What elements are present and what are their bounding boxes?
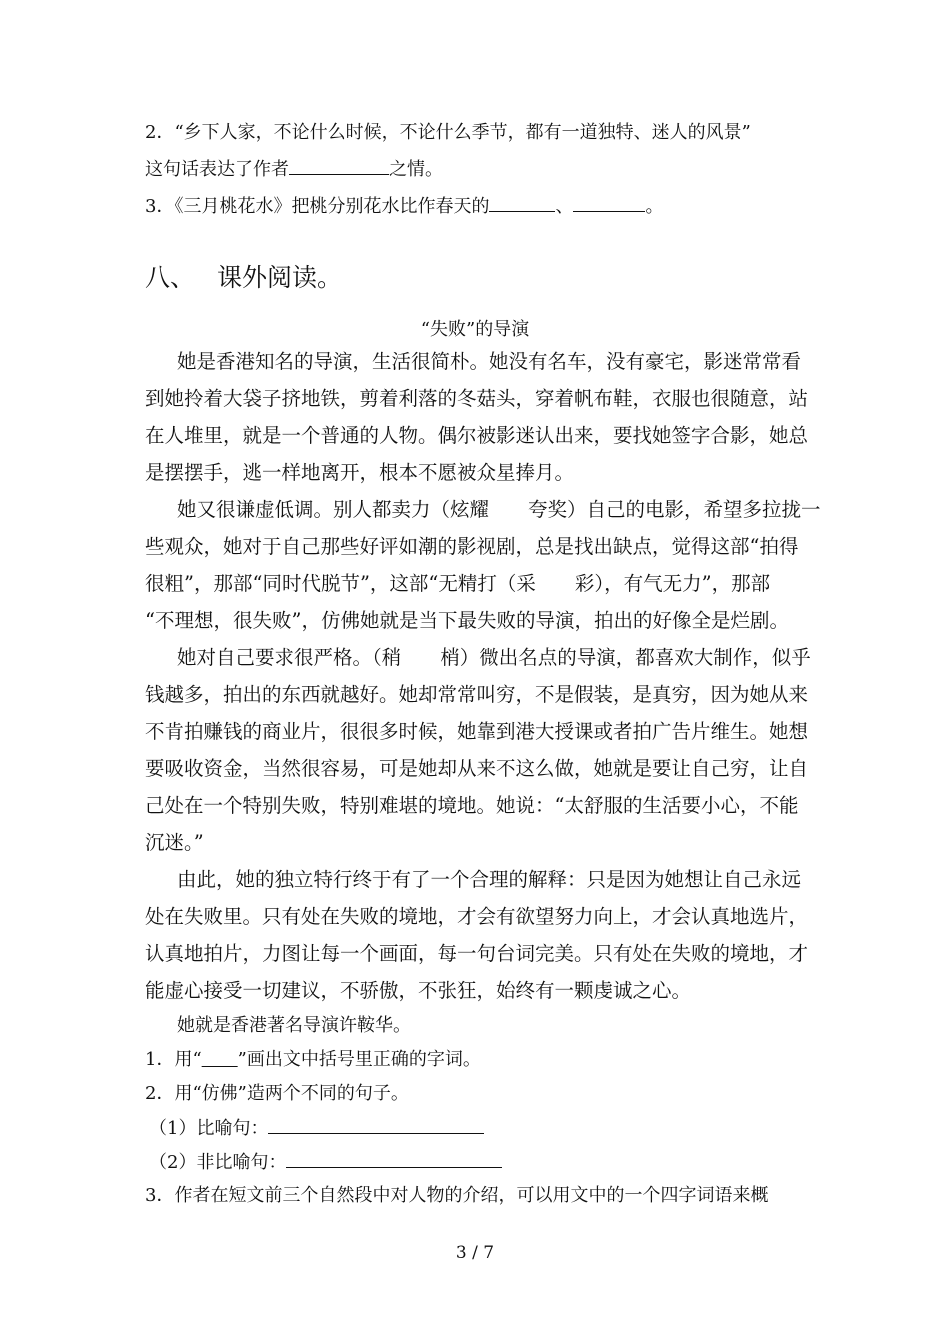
- passage-line: 不肯拍赚钱的商业片，很很多时候，她靠到港大授课或者拍广告片维生。她想: [145, 720, 809, 743]
- passage-line: 在人堆里，就是一个普通的人物。偶尔被影迷认出来，要找她签字合影，她总: [145, 424, 809, 447]
- page-number: 3 / 7: [455, 1243, 495, 1263]
- passage-line: 她又很谦虚低调。别人都卖力（炫耀 夸奖）自己的电影，希望多拉拢一: [177, 498, 821, 521]
- passage-line: 认真地拍片，力图让每一个画面，每一句台词完美。只有处在失败的境地，才: [145, 942, 809, 965]
- question-2-text: 这句话表达了作者: [145, 159, 289, 180]
- answer-blank[interactable]: [286, 1151, 502, 1168]
- passage-line: “不理想，很失败”，仿佛她就是当下最失败的导演，拍出的好像全是烂剧。: [145, 609, 789, 632]
- passage-line: 些观众，她对于自己那些好评如潮的影视剧，总是找出缺点，觉得这部“拍得: [145, 535, 799, 558]
- question-2-line-1: 2．“乡下人家，不论什么时候，不论什么季节，都有一道独特、迷人的风景”: [145, 122, 751, 143]
- passage-line: 钱越多，拍出的东西就越好。她却常常叫穷，不是假装，是真穷，因为她从来: [145, 683, 809, 706]
- question-3-text: 3．《三月桃花水》把桃分别花水比作春天的: [145, 196, 490, 217]
- question-3-sep: 、: [555, 196, 574, 217]
- passage-line: 到她拎着大袋子挤地铁，剪着利落的冬菇头，穿着帆布鞋，衣服也很随意，站: [145, 387, 809, 410]
- question-2-line-2: [145, 158, 443, 182]
- question-3-bottom: 3．作者在短文前三个自然段中对人物的介绍，可以用文中的一个四字词语来概: [145, 1185, 769, 1206]
- question-3-end: 。: [645, 196, 664, 217]
- question-1-suffix: ”画出文中括号里正确的字词。: [237, 1049, 481, 1070]
- question-2-part-2: [149, 1151, 502, 1175]
- passage-line: 她对自己要求很严格。（稍 梢）微出名点的导演，都喜欢大制作，似乎: [177, 646, 811, 669]
- passage-line: 处在失败里。只有处在失败的境地，才会有欲望努力向上，才会认真地选片，: [145, 905, 809, 928]
- underline-mark: [202, 1049, 238, 1070]
- question-2: 2．用“仿佛”造两个不同的句子。: [145, 1083, 409, 1104]
- passage-title: “失败”的导演: [420, 319, 530, 340]
- question-1-text: 1．用“: [145, 1049, 202, 1070]
- passage-line: 能虚心接受一切建议，不骄傲，不张狂，始终有一颗虔诚之心。: [145, 979, 692, 1002]
- answer-blank[interactable]: [289, 158, 389, 175]
- passage-line: 很粗”，那部“同时代脱节”，这部“无精打（采 彩），有气无力”，那部: [145, 572, 771, 595]
- answer-blank[interactable]: [268, 1117, 484, 1134]
- section-title: 课外阅读。: [217, 263, 343, 292]
- question-2-part-2-label: （2）非比喻句：: [149, 1152, 287, 1173]
- passage-line: 她是香港知名的导演，生活很简朴。她没有名车，没有豪宅，影迷常常看: [177, 350, 802, 373]
- question-2-suffix: 之情。: [389, 159, 443, 180]
- question-1: [145, 1048, 481, 1072]
- passage-line: 己处在一个特别失败，特别难堪的境地。她说：“太舒服的生活要小心，不能: [145, 794, 799, 817]
- passage-line: 要吸收资金，当然很容易，可是她却从来不这么做，她就是要让自己穷，让自: [145, 757, 809, 780]
- question-3: [145, 195, 663, 219]
- question-2-part-1-label: （1）比喻句：: [149, 1118, 269, 1139]
- passage-line: 沉迷。”: [145, 831, 204, 854]
- section-number: 八、: [145, 263, 196, 292]
- answer-blank[interactable]: [573, 195, 645, 212]
- passage-line: 由此，她的独立特行终于有了一个合理的解释：只是因为她想让自己永远: [177, 868, 802, 891]
- passage-line: 她就是香港著名导演许鞍华。: [177, 1015, 411, 1036]
- answer-blank[interactable]: [489, 195, 555, 212]
- question-2-part-1: [149, 1117, 484, 1141]
- passage-line: 是摆摆手，逃一样地离开，根本不愿被众星捧月。: [145, 461, 575, 484]
- section-heading: [145, 263, 342, 293]
